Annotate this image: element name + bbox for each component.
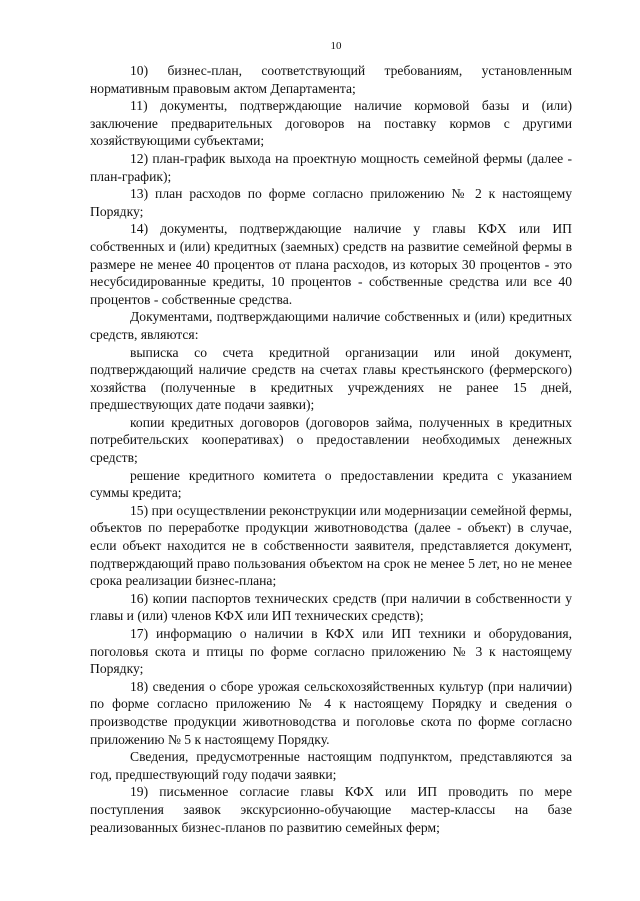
paragraph-item-18: 18) сведения о сборе урожая сельскохозяйственных культур (при наличии) по форме согласно приложению № 4 к настоящему Порядку и сведения о производстве продукции животноводства и поголовье скота по форме согласно приложению № 5 к настоящему Порядку.: [90, 678, 572, 747]
paragraph-item-17: 17) информацию о наличии в КФХ или ИП техники и оборудования, поголовья скота и птицы по форме согласно приложению № 3 к настоящему Порядку;: [90, 626, 572, 677]
paragraph-item-13: 13) план расходов по форме согласно приложению № 2 к настоящему Порядку;: [90, 186, 572, 219]
paragraph-bank-statement: выписка со счета кредитной организации или иной документ, подтверждающий наличие средств на счетах главы крестьянского (фермерского) хозяйства (полученные в кредитных учреждениях не ранее 15 дней, предшествующих дате подачи заявки);: [90, 344, 572, 413]
paragraph-item-10: 10) бизнес-план, соответствующий требованиям, установленным нормативным правовым актом Департамента;: [90, 63, 572, 96]
paragraph-item-19: 19) письменное согласие главы КФХ или ИП проводить по мере поступления заявок экскурсионно-обучающие мастер-классы на базе реализованных бизнес-планов по развитию семейных ферм;: [90, 784, 572, 835]
paragraph-item-11: 11) документы, подтверждающие наличие кормовой базы и (или) заключение предварительных договоров на поставку кормов с другими хозяйствующими субъектами;: [90, 98, 572, 149]
paragraph-loan-copies: копии кредитных договоров (договоров займа, полученных в кредитных потребительских кооперативах) о предоставлении необходимых денежных средств;: [90, 414, 572, 466]
paragraph-item-16: 16) копии паспортов технических средств (при наличии в собственности у главы и (или) членов КФХ или ИП технических средств);: [90, 590, 572, 624]
paragraph-credit-decision: решение кредитного комитета о предоставлении кредита с указанием суммы кредита;: [90, 467, 572, 501]
paragraph-own-funds-intro: Документами, подтверждающими наличие собственных и (или) кредитных средств, являются:: [90, 309, 572, 342]
paragraph-info-note: Сведения, предусмотренные настоящим подпунктом, представляются за год, предшествующий году подачи заявки;: [90, 749, 572, 782]
page-number: 10: [330, 40, 342, 52]
paragraph-item-14: 14) документы, подтверждающие наличие у главы КФХ или ИП собственных и (или) кредитных (заемных) средств на развитие семейной фермы в размере не менее 40 процентов от плана расходов, из которых 30 процентов - это несубсидированные кредиты, 10 процентов - собственные средства или все 40 процентов - собственные средства.: [90, 221, 572, 307]
paragraph-item-12: 12) план-график выхода на проектную мощность семейной фермы (далее - план-график);: [90, 150, 572, 184]
paragraph-item-15: 15) при осуществлении реконструкции или модернизации семейной фермы, объектов по переработке продукции животноводства (далее - объект) в случае, если объект находится не в собственности заявителя, представляется документ, подтверждающий право пользования объектом на срок не менее 5 лет, но не менее срока реализации бизнес-плана;: [90, 502, 572, 589]
